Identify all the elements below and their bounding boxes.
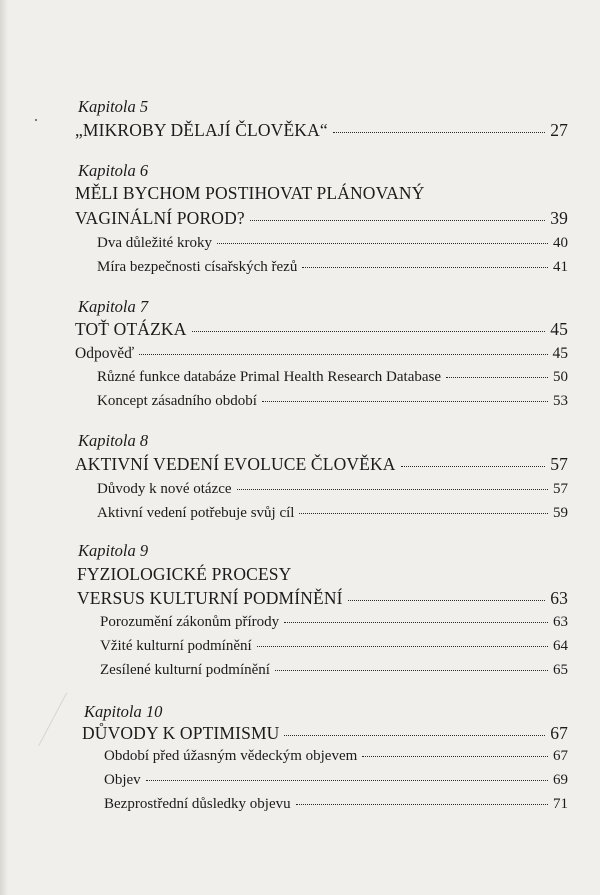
chapter-5-label: Kapitola 5 bbox=[78, 97, 149, 116]
chapter-9-title-row[interactable] bbox=[77, 590, 568, 608]
dot-leader bbox=[217, 242, 548, 244]
chapter-6-label: Kapitola 6 bbox=[78, 161, 149, 180]
chapter-8-label: Kapitola 8 bbox=[78, 431, 149, 450]
dot-leader bbox=[250, 219, 545, 221]
toc-entry[interactable] bbox=[97, 482, 568, 497]
toc-entry[interactable] bbox=[97, 370, 568, 385]
toc-entry[interactable] bbox=[100, 663, 568, 678]
entry-title: Dva důležité kroky bbox=[97, 235, 212, 251]
chapter-9-title-line-1: FYZIOLOGICKÉ PROCESY bbox=[77, 564, 292, 584]
page-number: 63 bbox=[550, 588, 568, 608]
dot-leader bbox=[296, 803, 548, 805]
entry-title: Koncept zásadního období bbox=[97, 393, 257, 409]
page-number: 27 bbox=[550, 120, 568, 140]
entry-title: Míra bezpečnosti císařských řezů bbox=[97, 259, 298, 275]
dot-leader bbox=[446, 376, 548, 378]
toc-entry[interactable] bbox=[97, 260, 568, 275]
toc-entry[interactable] bbox=[104, 749, 568, 764]
toc-entry[interactable] bbox=[97, 236, 568, 251]
chapter-10-label: Kapitola 10 bbox=[84, 702, 163, 721]
dot-leader bbox=[284, 734, 545, 736]
chapter-8-title: AKTIVNÍ VEDENÍ EVOLUCE ČLOVĚKA bbox=[75, 454, 396, 474]
chapter-9-title: VERSUS KULTURNÍ PODMÍNĚNÍ bbox=[77, 588, 343, 608]
page-number: 45 bbox=[550, 319, 568, 339]
page-number: 71 bbox=[553, 796, 568, 812]
chapter-7-title: TOŤ OTÁZKA bbox=[75, 319, 187, 339]
dot-leader bbox=[237, 488, 548, 490]
chapter-10-title-row[interactable] bbox=[82, 725, 568, 743]
entry-title: Vžité kulturní podmínění bbox=[100, 638, 252, 654]
chapter-5-title-row[interactable] bbox=[75, 122, 568, 140]
entry-title: Různé funkce databáze Primal Health Research Database bbox=[97, 369, 442, 385]
toc-entry[interactable] bbox=[97, 394, 568, 409]
chapter-6-title: VAGINÁLNÍ POROD? bbox=[75, 208, 245, 228]
dot-leader bbox=[348, 599, 546, 601]
page-number: 53 bbox=[553, 393, 568, 409]
dot-leader bbox=[262, 400, 548, 402]
chapter-6-title-row[interactable] bbox=[75, 210, 568, 228]
dot-leader bbox=[192, 330, 546, 332]
dot-leader bbox=[146, 779, 548, 781]
entry-title: Období před úžasným vědeckým objevem bbox=[104, 748, 358, 764]
page-number: 65 bbox=[553, 662, 568, 678]
entry-title: Důvody k nové otázce bbox=[97, 481, 232, 497]
page-number: 57 bbox=[553, 481, 568, 497]
entry-title: Odpověď bbox=[75, 345, 135, 362]
page-number: 41 bbox=[553, 259, 568, 275]
entry-title: Objev bbox=[104, 772, 141, 788]
entry-title: Aktivní vedení potřebuje svůj cíl bbox=[97, 505, 295, 521]
entry-title: Porozumění zákonům přírody bbox=[100, 614, 280, 630]
chapter-10-title: DŮVODY K OPTIMISMU bbox=[82, 723, 280, 743]
dot-leader bbox=[275, 669, 548, 671]
dot-leader bbox=[333, 131, 545, 133]
page-number: 69 bbox=[553, 772, 568, 788]
page-number: 67 bbox=[553, 748, 568, 764]
toc-entry[interactable] bbox=[100, 639, 568, 654]
toc-entry[interactable] bbox=[104, 773, 568, 788]
page-number: 39 bbox=[550, 208, 568, 228]
page-number: 45 bbox=[552, 345, 568, 362]
page-number: 50 bbox=[553, 369, 568, 385]
chapter-5-title: „MIKROBY DĚLAJÍ ČLOVĚKA“ bbox=[75, 120, 328, 140]
dot-leader bbox=[302, 266, 548, 268]
dot-leader bbox=[362, 755, 548, 757]
dot-leader bbox=[299, 512, 548, 514]
toc-entry[interactable] bbox=[97, 506, 568, 521]
toc-entry[interactable] bbox=[100, 615, 568, 630]
toc-entry[interactable] bbox=[75, 346, 568, 362]
dot-leader bbox=[257, 645, 548, 647]
page-number: 63 bbox=[553, 614, 568, 630]
page-number: 40 bbox=[553, 235, 568, 251]
page-number: 67 bbox=[550, 723, 568, 743]
page-number: 57 bbox=[550, 454, 568, 474]
page-number: 64 bbox=[553, 638, 568, 654]
chapter-9-label: Kapitola 9 bbox=[78, 541, 149, 560]
page-number: 59 bbox=[553, 505, 568, 521]
chapter-7-title-row[interactable] bbox=[75, 321, 568, 339]
entry-title: Bezprostřední důsledky objevu bbox=[104, 796, 291, 812]
toc-entry[interactable] bbox=[104, 797, 568, 812]
entry-title: Zesílené kulturní podmínění bbox=[100, 662, 270, 678]
chapter-6-title-line-1: MĚLI BYCHOM POSTIHOVAT PLÁNOVANÝ bbox=[75, 183, 425, 203]
dot-leader bbox=[284, 621, 548, 623]
dot-leader bbox=[401, 465, 546, 467]
chapter-8-title-row[interactable] bbox=[75, 456, 568, 474]
dot-leader bbox=[139, 353, 547, 355]
chapter-7-label: Kapitola 7 bbox=[78, 297, 149, 316]
